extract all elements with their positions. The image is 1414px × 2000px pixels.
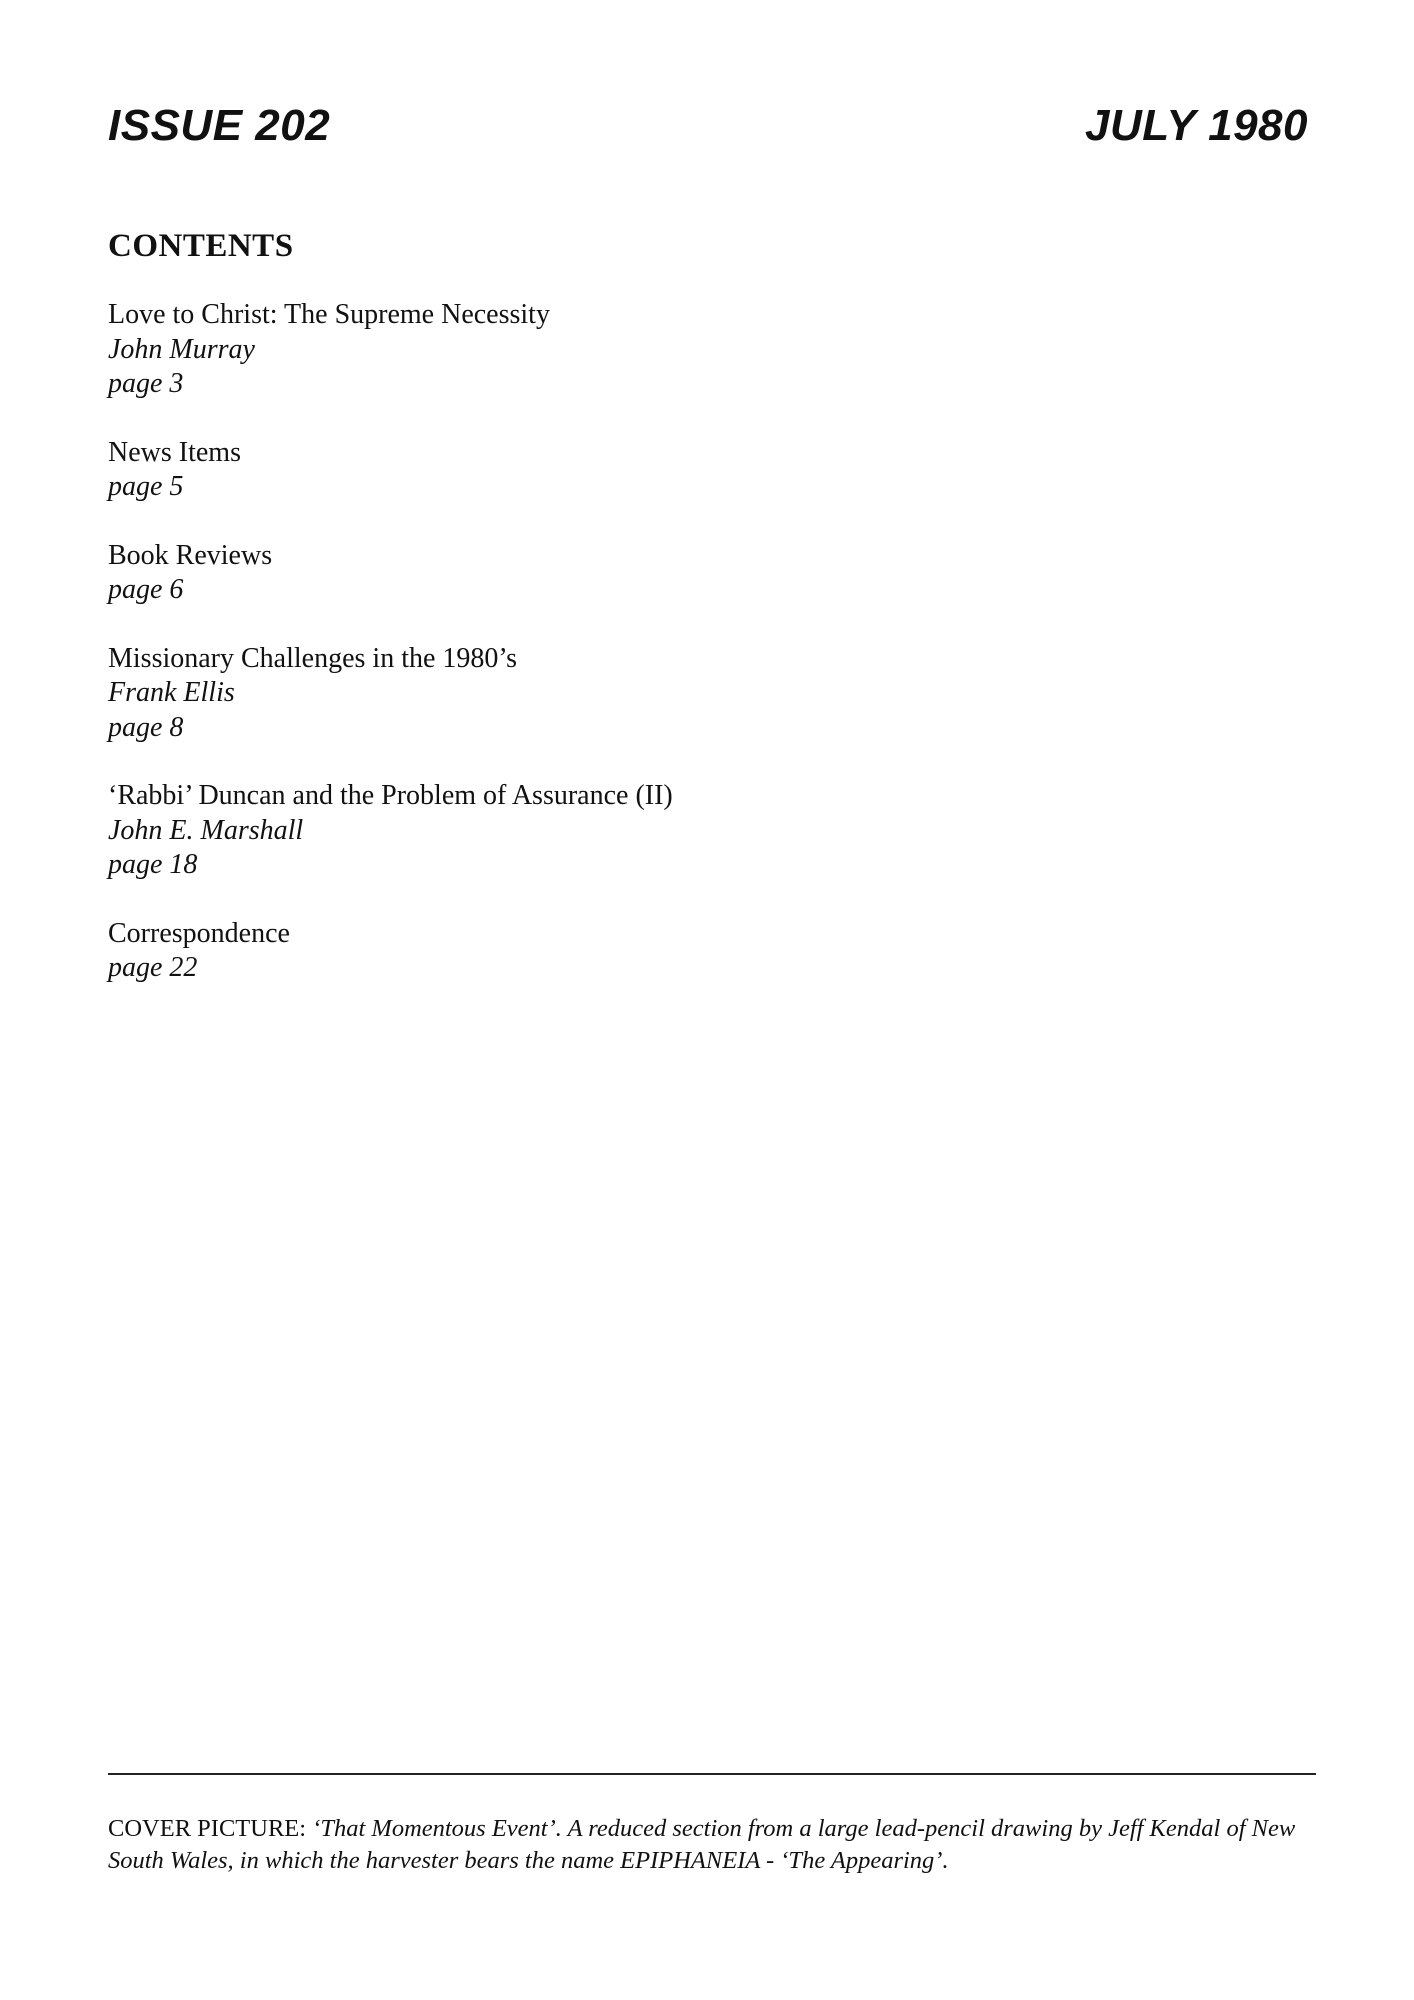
table-of-contents [108, 298, 1008, 1020]
toc-entry-page: page 3 [108, 368, 184, 399]
toc-entry-page: page 18 [108, 849, 198, 880]
toc-entry-title: ‘Rabbi’ Duncan and the Problem of Assurance (II) [108, 780, 673, 811]
toc-entry-page: page 8 [108, 711, 184, 743]
toc-entry-page: page 5 [108, 471, 184, 502]
footer-divider [108, 1773, 1316, 1775]
toc-entry-title: Love to Christ: The Supreme Necessity [108, 299, 550, 330]
toc-entry-title: Correspondence [108, 917, 290, 949]
toc-entry-title: Missionary Challenges in the 1980’s [108, 642, 518, 674]
cover-picture-description: ‘That Momentous Event’. A reduced section from a large lead-pencil drawing by Jeff Kendal of New South Wales, in which the harvester bears the name EPIPHANEIA - ‘The Appearing’. [108, 1815, 1296, 1874]
toc-entry-page: page 6 [108, 574, 184, 605]
toc-entry-author: John E. Marshall [108, 814, 304, 846]
issue-number: ISSUE 202 [108, 101, 331, 150]
issue-date: JULY 1980 [1084, 101, 1308, 150]
toc-entry-book-reviews[interactable] [108, 539, 1008, 608]
toc-entry-author: John Murray [108, 333, 255, 365]
toc-entry-news-items[interactable] [108, 436, 1008, 505]
cover-picture-label: COVER PICTURE: [108, 1815, 307, 1842]
toc-entry-love-to-christ[interactable] [108, 298, 1008, 402]
cover-picture-caption [108, 1813, 1328, 1877]
toc-entry-rabbi-duncan[interactable] [108, 779, 1008, 883]
toc-entry-author: Frank Ellis [108, 677, 235, 708]
toc-entry-page: page 22 [108, 952, 198, 983]
page-header [108, 96, 1308, 156]
toc-entry-missionary-challenges[interactable] [108, 642, 1008, 746]
toc-entry-correspondence[interactable] [108, 917, 1008, 986]
contents-heading: CONTENTS [108, 228, 294, 264]
toc-entry-title: News Items [108, 436, 241, 468]
toc-entry-title: Book Reviews [108, 539, 273, 571]
